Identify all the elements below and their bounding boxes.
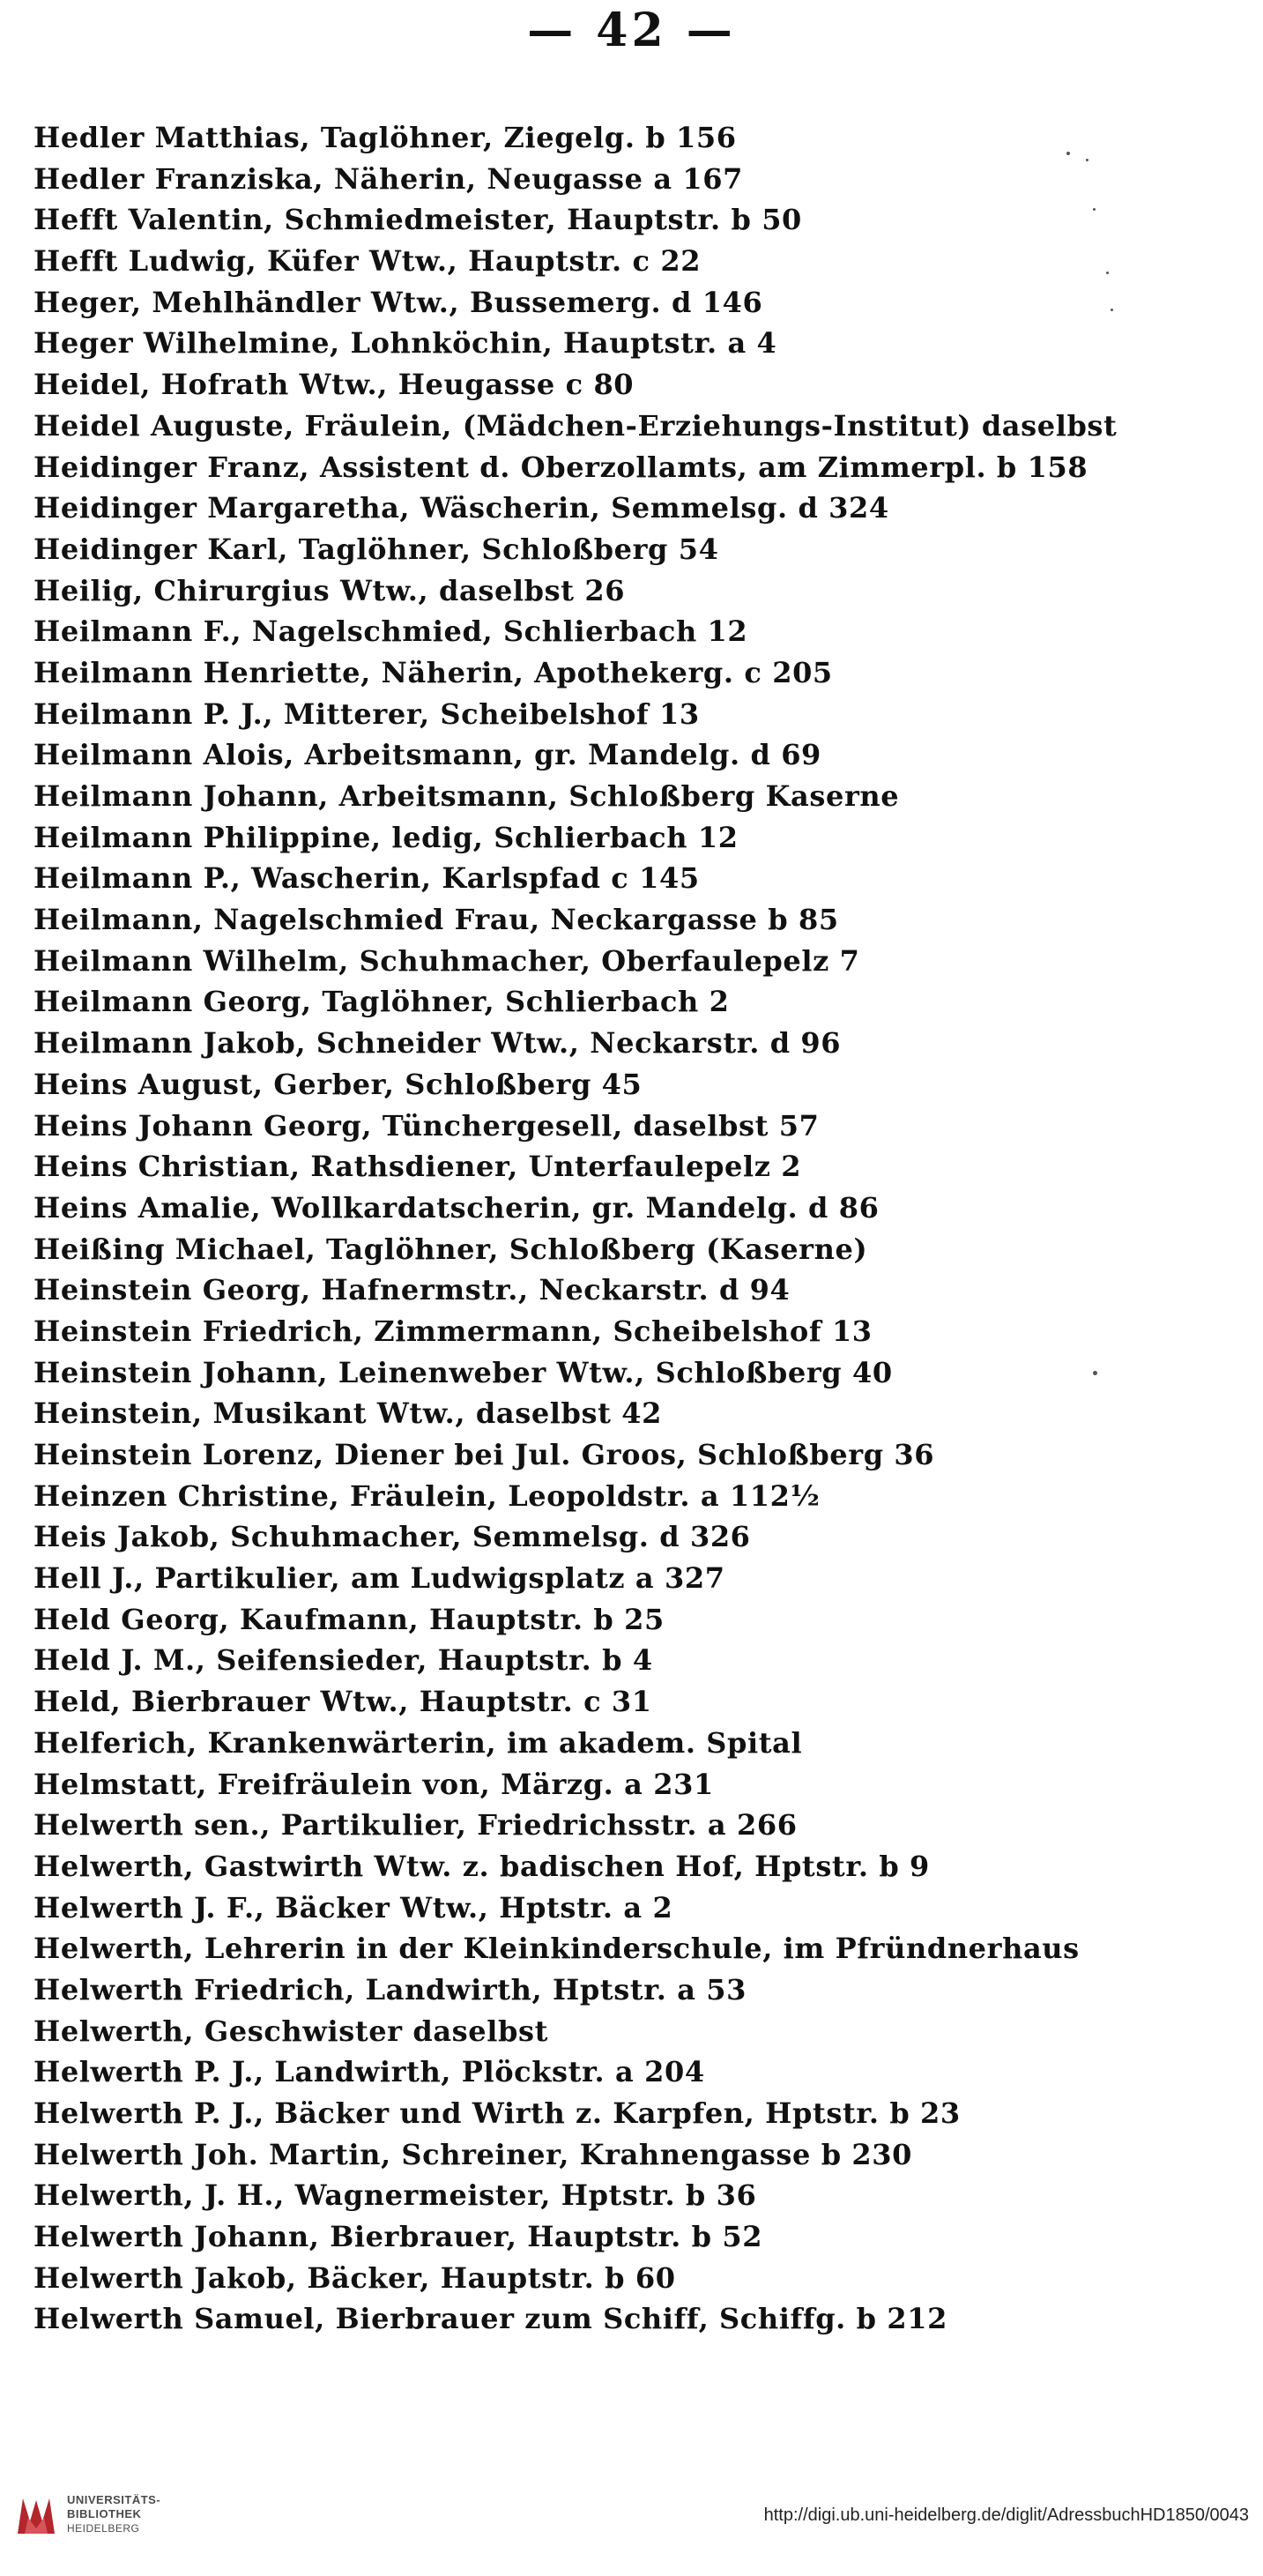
directory-entry: Heilmann Wilhelm, Schuhmacher, Oberfaulepelz 7: [33, 943, 860, 978]
directory-entry: Heinzen Christine, Fräulein, Leopoldstr. a 112½: [33, 1478, 821, 1513]
directory-entry: Heidinger Franz, Assistent d. Oberzollamts, am Zimmerpl. b 158: [33, 450, 1088, 484]
directory-entry: Helwerth, Lehrerin in der Kleinkinderschule, im Pfründnerhaus: [33, 1932, 1080, 1966]
directory-entry: Held J. M., Seifensieder, Hauptstr. b 4: [33, 1643, 653, 1678]
directory-entry: Heilmann P. J., Mitterer, Scheibelshof 13: [33, 696, 700, 731]
directory-entry: Helwerth sen., Partikulier, Friedrichsstr. a 266: [33, 1808, 798, 1843]
directory-entry: Hefft Ludwig, Küfer Wtw., Hauptstr. c 22: [33, 244, 702, 279]
directory-entry: Helwerth Johann, Bierbrauer, Hauptstr. b 52: [33, 2220, 763, 2254]
directory-entry: Heidinger Margaretha, Wäscherin, Semmelsg. d 324: [33, 491, 889, 525]
directory-entry: Held, Bierbrauer Wtw., Hauptstr. c 31: [33, 1685, 652, 1719]
directory-entry: Heger Wilhelmine, Lohnköchin, Hauptstr. a 4: [33, 326, 777, 361]
library-name: [67, 2493, 160, 2535]
print-speck: [1111, 309, 1113, 311]
directory-entry: Helwerth, Gastwirth Wtw. z. badischen Hof, Hptstr. b 9: [33, 1849, 930, 1883]
directory-entry: Helwerth Samuel, Bierbrauer zum Schiff, Schiffg. b 212: [33, 2302, 947, 2336]
directory-entry: Hedler Matthias, Taglöhner, Ziegelg. b 156: [33, 121, 737, 154]
print-speck: [1086, 159, 1088, 161]
directory-entry: Helwerth, Geschwister daselbst: [33, 2014, 548, 2048]
directory-entry: Heinstein Lorenz, Diener bei Jul. Groos, Schloßberg 36: [33, 1438, 935, 1471]
directory-entry: Helwerth P. J., Bäcker und Wirth z. Karpfen, Hptstr. b 23: [33, 2096, 961, 2130]
directory-entries: [33, 117, 1232, 2340]
directory-entry: Heilmann, Nagelschmied Frau, Neckargasse b 85: [33, 903, 839, 937]
directory-entry: Heis Jakob, Schuhmacher, Semmelsg. d 326: [33, 1520, 751, 1554]
directory-entry: Heins Amalie, Wollkardatscherin, gr. Mandelg. d 86: [33, 1190, 880, 1225]
directory-entry: Helferich, Krankenwärterin, im akadem. Spital: [33, 1725, 803, 1760]
directory-entry: Heilmann Jakob, Schneider Wtw., Neckarstr. d 96: [33, 1026, 842, 1061]
print-speck: [1093, 1371, 1097, 1375]
directory-entry: Helwerth, J. H., Wagnermeister, Hptstr. b 36: [33, 2178, 757, 2213]
directory-entry: Helmstatt, Freifräulein von, Märzg. a 231: [33, 1767, 714, 1801]
library-seal-icon: [12, 2491, 60, 2539]
directory-entry: Held Georg, Kaufmann, Hauptstr. b 25: [33, 1602, 665, 1636]
directory-entry: Heilmann Henriette, Näherin, Apothekerg. c 205: [33, 655, 833, 689]
directory-entry: Helwerth J. F., Bäcker Wtw., Hptstr. a 2: [33, 1890, 673, 1925]
library-logo: [12, 2491, 189, 2553]
directory-entry: Heilig, Chirurgius Wtw., daselbst 26: [33, 573, 626, 607]
print-speck: [1093, 208, 1096, 211]
directory-entry: Heins Christian, Rathsdiener, Unterfaulepelz 2: [33, 1150, 802, 1184]
directory-entry: Heidel Auguste, Fräulein, (Mädchen-Erziehungs-Institut) daselbst: [33, 408, 1118, 443]
directory-entry: Helwerth Friedrich, Landwirth, Hptstr. a 53: [33, 1972, 747, 2006]
page-number-header: — 42 —: [527, 4, 736, 57]
directory-entry: Heins August, Gerber, Schloßberg 45: [33, 1067, 643, 1101]
directory-entry: Heilmann Georg, Taglöhner, Schlierbach 2: [33, 985, 730, 1019]
directory-entry: Heilmann Philippine, ledig, Schlierbach 12: [33, 820, 739, 854]
directory-entry: Heilmann F., Nagelschmied, Schlierbach 12: [33, 614, 748, 649]
directory-entry: Heilmann P., Wascherin, Karlspfad c 145: [33, 861, 700, 896]
directory-entry: Heidinger Karl, Taglöhner, Schloßberg 54: [33, 532, 719, 566]
directory-entry: Helwerth Joh. Martin, Schreiner, Krahnengasse b 230: [33, 2137, 913, 2171]
directory-entry: Hedler Franziska, Näherin, Neugasse a 167: [33, 161, 743, 196]
source-url-link[interactable]: http://digi.ub.uni-heidelberg.de/diglit/AdressbuchHD1850/0043: [763, 2505, 1249, 2525]
directory-entry: Heinstein Friedrich, Zimmermann, Scheibelshof 13: [33, 1314, 873, 1348]
directory-entry: Helwerth Jakob, Bäcker, Hauptstr. b 60: [33, 2260, 676, 2295]
directory-entry: Hefft Valentin, Schmiedmeister, Hauptstr. b 50: [33, 203, 802, 237]
directory-entry: Heinstein, Musikant Wtw., daselbst 42: [33, 1396, 662, 1431]
directory-entry: Heinstein Johann, Leinenweber Wtw., Schloßberg 40: [33, 1355, 893, 1389]
logo-line-3: HEIDELBERG: [67, 2522, 140, 2535]
directory-entry: Heißing Michael, Taglöhner, Schloßberg (Kaserne): [33, 1232, 868, 1266]
logo-line-2: BIBLIOTHEK: [67, 2507, 142, 2520]
directory-entry: Hell J., Partikulier, am Ludwigsplatz a 327: [33, 1561, 725, 1596]
directory-entry: Heilmann Johann, Arbeitsmann, Schloßberg Kaserne: [33, 779, 900, 813]
print-speck: [1066, 152, 1070, 155]
print-speck: [1106, 272, 1109, 274]
directory-entry: Heinstein Georg, Hafnermstr., Neckarstr. d 94: [33, 1273, 791, 1307]
footer: [0, 2475, 1263, 2576]
directory-entry: Heidel, Hofrath Wtw., Heugasse c 80: [33, 368, 635, 402]
logo-line-1: UNIVERSITÄTS-: [67, 2493, 161, 2506]
directory-entry: Helwerth P. J., Landwirth, Plöckstr. a 204: [33, 2055, 705, 2089]
directory-entry: Heilmann Alois, Arbeitsmann, gr. Mandelg. d 69: [33, 738, 821, 772]
directory-entry: Heins Johann Georg, Tünchergesell, daselbst 57: [33, 1108, 820, 1143]
directory-entry: Heger, Mehlhändler Wtw., Bussemerg. d 146: [33, 285, 763, 319]
